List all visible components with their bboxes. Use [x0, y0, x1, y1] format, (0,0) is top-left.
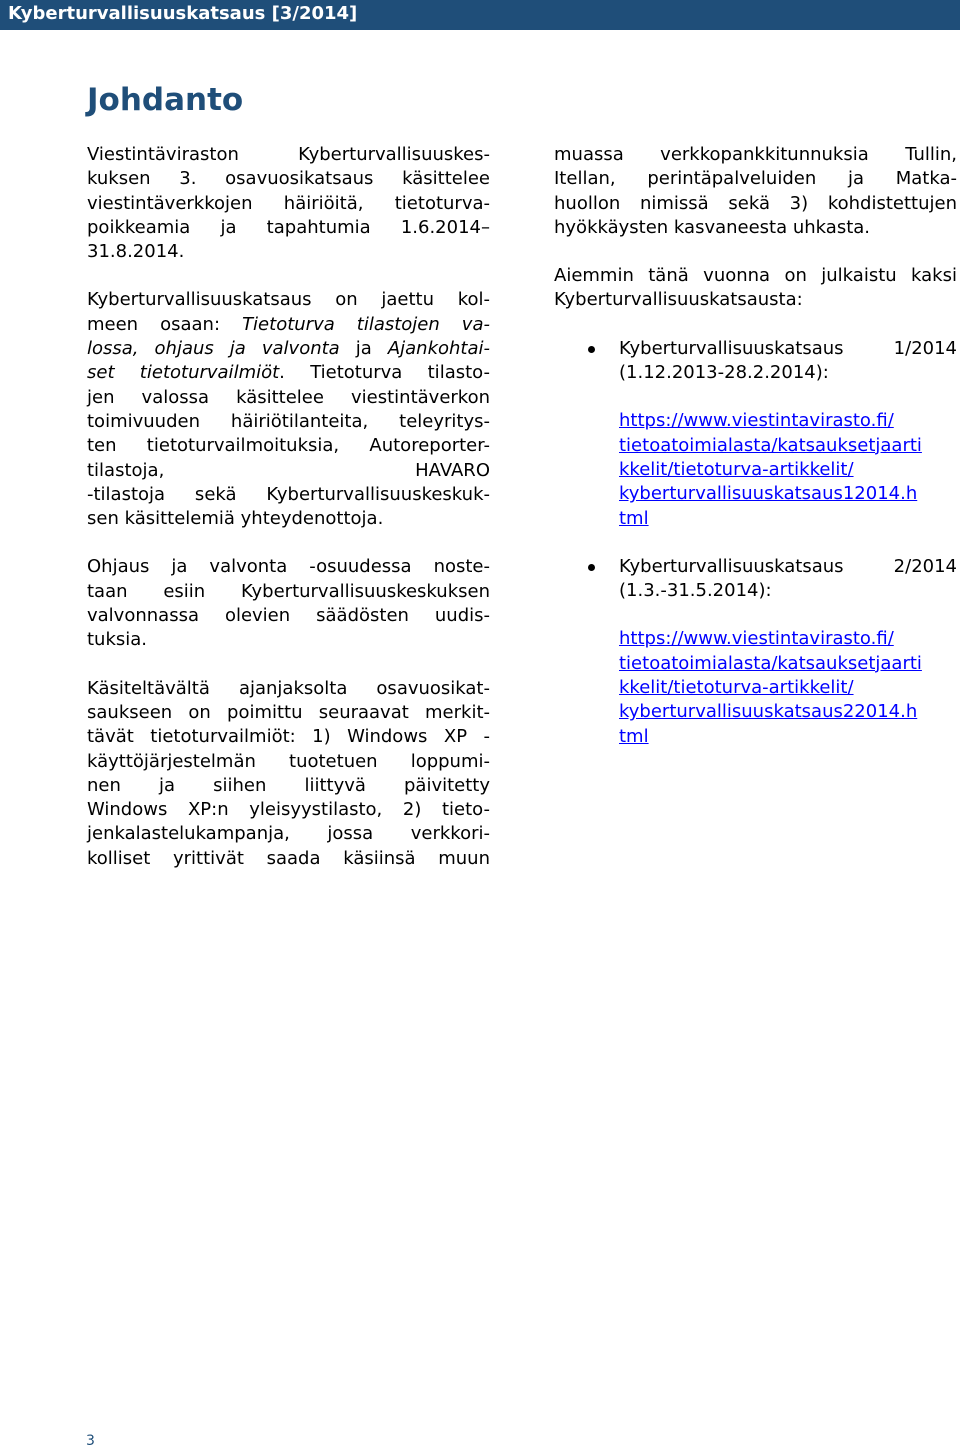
link-line[interactable]: https://www.viestintavirasto.fi/ — [619, 628, 894, 650]
link-line[interactable]: tietoatoimialasta/katsauksetjaarti — [619, 652, 922, 674]
text-line: Kyberturvallisuuskatsaus on jaettu kol- — [87, 289, 490, 311]
text-line — [87, 313, 490, 337]
document-header-title: Kyberturvallisuuskatsaus [3/2014] — [8, 3, 358, 24]
text-line: hyökkäysten kasvaneesta uhkasta. — [554, 216, 871, 238]
text-line: muassa verkkopankkitunnuksia Tullin, — [554, 144, 957, 165]
link-line[interactable]: kkelit/tietoturva-artikkelit/ — [619, 677, 854, 699]
text-line: valvonnassa olevien säädösten uudis- — [87, 605, 490, 627]
text-line: kolliset yrittivät saada käsiinsä muun — [87, 847, 490, 869]
section-heading: Johdanto — [87, 82, 244, 118]
document-header — [0, 0, 960, 30]
bullet-icon — [588, 564, 595, 571]
text-line: viestintäverkkojen häiriöitä, tietoturva- — [87, 192, 490, 214]
bullet-icon — [588, 346, 595, 353]
text-line: Aiemmin tänä vuonna on julkaistu kaksi — [554, 265, 957, 287]
text-line: Windows XP:n yleisyystilasto, 2) tieto- — [87, 799, 490, 821]
page-number: 3 — [86, 1433, 95, 1449]
list-item — [554, 555, 957, 749]
text-line: jen valossa käsittelee viestintäverkon — [87, 386, 490, 408]
section-name-italic: Ajankohtai- — [387, 338, 490, 360]
text-line: tilastoja, HAVARO — [87, 459, 490, 481]
section-name-italic: Tietoturva tilastojen va- — [242, 313, 490, 335]
text-line: ten tietoturvailmoituksia, Autoreporter- — [87, 435, 490, 457]
link-line[interactable]: kyberturvallisuuskatsaus22014.h — [619, 701, 918, 723]
text-line: 31.8.2014. — [87, 241, 185, 263]
text-line — [87, 337, 490, 361]
structure-paragraph — [87, 288, 490, 531]
previous-reports-paragraph — [554, 264, 957, 313]
text-line: poikkeamia ja tapahtumia 1.6.2014– — [87, 216, 490, 238]
text-line: käyttöjärjestelmän tuotetuen loppumi- — [87, 750, 490, 772]
oversight-paragraph — [87, 555, 490, 652]
right-column — [554, 143, 957, 773]
text-line: Ohjaus ja valvonta -osuudessa noste- — [87, 556, 490, 578]
text-line: Kyberturvallisuuskatsaus 2/2014 — [619, 555, 957, 577]
link-line[interactable]: tml — [619, 507, 649, 529]
text-line: -tilastoja sekä Kyberturvallisuuskeskuk- — [87, 483, 490, 505]
text-line: tävät tietoturvailmiöt: 1) Windows XP - — [87, 726, 490, 748]
text-segment: . Tietoturva tilasto- — [279, 362, 490, 384]
text-line: Itellan, perintäpalveluiden ja Matka- — [554, 168, 957, 190]
text-line: huollon nimissä sekä 3) kohdistettujen — [554, 192, 957, 214]
phenomena-paragraph — [87, 677, 490, 871]
report-link[interactable] — [619, 409, 957, 530]
text-line — [87, 361, 490, 385]
intro-paragraph — [87, 143, 490, 264]
text-line: Kyberturvallisuuskatsaus 1/2014 — [619, 337, 957, 359]
link-line[interactable]: kkelit/tietoturva-artikkelit/ — [619, 458, 854, 480]
link-line[interactable]: tietoatoimialasta/katsauksetjaarti — [619, 434, 922, 456]
text-line: toimivuuden häiriötilanteita, teleyritys- — [87, 410, 490, 432]
report-link[interactable] — [619, 627, 957, 748]
text-line: jenkalastelukampanja, jossa verkkori- — [87, 823, 490, 845]
section-name-italic: lossa, ohjaus ja valvonta — [87, 338, 340, 360]
text-line: kuksen 3. osavuosikatsaus käsittelee — [87, 168, 490, 190]
text-segment: meen osaan: — [87, 313, 243, 335]
text-line: taan esiin Kyberturvallisuuskeskuksen — [87, 580, 490, 602]
text-line: tuksia. — [87, 629, 148, 651]
continuation-paragraph — [554, 143, 957, 240]
text-line: nen ja siihen liittyvä päivitetty — [87, 774, 490, 796]
text-line: Käsiteltävältä ajanjaksolta osavuosikat- — [87, 677, 490, 699]
text-line: Viestintäviraston Kyberturvallisuuskes- — [87, 144, 490, 165]
text-line: (1.3.-31.5.2014): — [619, 580, 772, 602]
text-line: sen käsittelemiä yhteydenottoja. — [87, 508, 384, 530]
link-line[interactable]: kyberturvallisuuskatsaus12014.h — [619, 483, 918, 505]
link-line[interactable]: tml — [619, 725, 649, 747]
text-line: Kyberturvallisuuskatsausta: — [554, 289, 803, 311]
previous-reports-list — [554, 337, 957, 749]
text-line: (1.12.2013-28.2.2014): — [619, 362, 829, 384]
left-column — [87, 143, 490, 895]
text-segment: ja — [339, 338, 388, 360]
section-name-italic: set tietoturvailmiöt — [87, 362, 280, 384]
report-title — [619, 337, 957, 386]
link-line[interactable]: https://www.viestintavirasto.fi/ — [619, 410, 894, 432]
list-item — [554, 337, 957, 531]
text-line: saukseen on poimittu seuraavat merkit- — [87, 701, 490, 723]
report-title — [619, 555, 957, 604]
